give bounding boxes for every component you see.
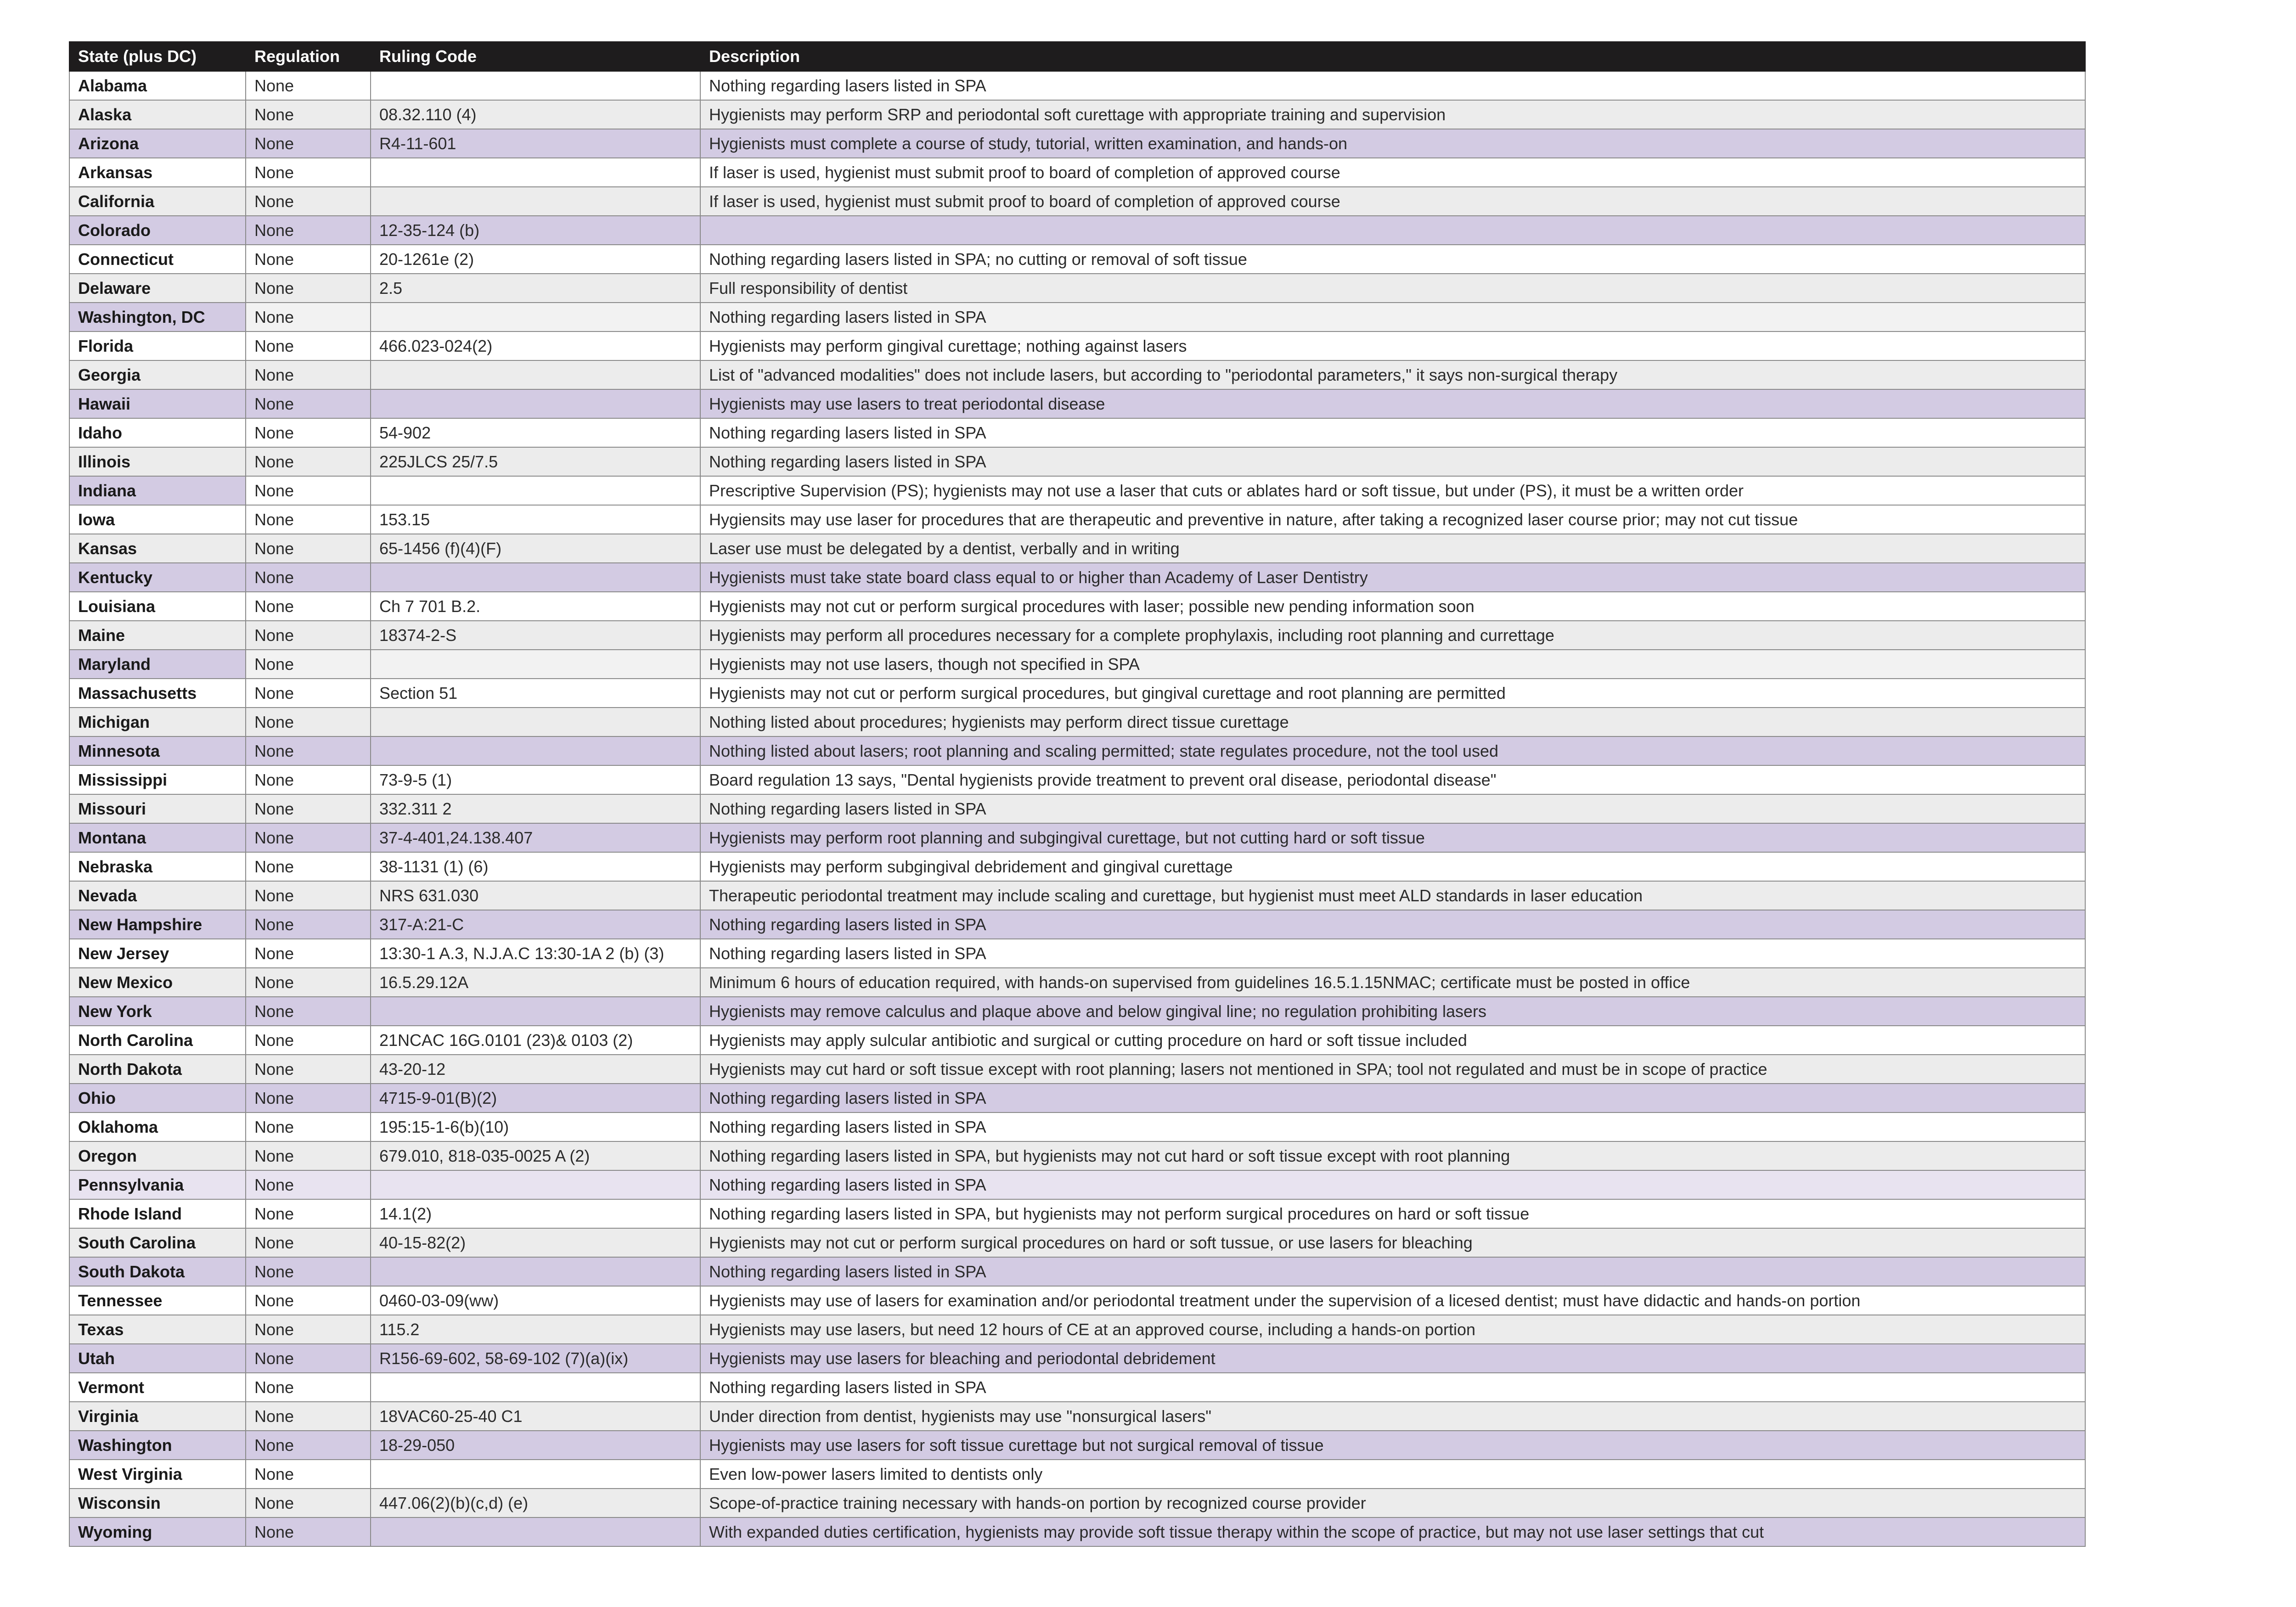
- table-row: [69, 360, 2085, 389]
- cell-regulation: None: [246, 1257, 371, 1286]
- cell-state: New Hampshire: [69, 910, 246, 939]
- cell-ruling-code: Ch 7 701 B.2.: [371, 592, 700, 621]
- table-row: [69, 1199, 2085, 1228]
- cell-ruling-code: 18374-2-S: [371, 621, 700, 650]
- cell-state: Wyoming: [69, 1517, 246, 1546]
- cell-ruling-code: 679.010, 818-035-0025 A (2): [371, 1141, 700, 1170]
- cell-regulation: None: [246, 389, 371, 418]
- table-row: [69, 1026, 2085, 1055]
- table-row: [69, 447, 2085, 476]
- cell-state: Maine: [69, 621, 246, 650]
- cell-regulation: None: [246, 1055, 371, 1084]
- cell-regulation: None: [246, 1026, 371, 1055]
- cell-regulation: None: [246, 274, 371, 303]
- cell-state: Florida: [69, 332, 246, 360]
- cell-regulation: None: [246, 997, 371, 1026]
- cell-ruling-code: 16.5.29.12A: [371, 968, 700, 997]
- table-row: [69, 852, 2085, 881]
- cell-state: Idaho: [69, 418, 246, 447]
- cell-regulation: None: [246, 505, 371, 534]
- cell-state: Arkansas: [69, 158, 246, 187]
- cell-description: If laser is used, hygienist must submit proof to board of completion of approved course: [700, 158, 2085, 187]
- cell-regulation: None: [246, 187, 371, 216]
- cell-regulation: None: [246, 736, 371, 765]
- cell-description: Nothing regarding lasers listed in SPA: [700, 1084, 2085, 1113]
- cell-state: Washington: [69, 1431, 246, 1460]
- table-row: [69, 71, 2085, 100]
- cell-state: Mississippi: [69, 765, 246, 794]
- cell-ruling-code: 43-20-12: [371, 1055, 700, 1084]
- table-row: [69, 1084, 2085, 1113]
- cell-regulation: None: [246, 1402, 371, 1431]
- cell-state: Ohio: [69, 1084, 246, 1113]
- cell-description: Under direction from dentist, hygienists may use "nonsurgical lasers": [700, 1402, 2085, 1431]
- cell-description: Hygienists may perform gingival curettage; nothing against lasers: [700, 332, 2085, 360]
- cell-ruling-code: [371, 1517, 700, 1546]
- cell-description: Nothing regarding lasers listed in SPA, but hygienists may not cut hard or soft tissue except with root planning: [700, 1141, 2085, 1170]
- cell-description: Full responsibility of dentist: [700, 274, 2085, 303]
- cell-description: Nothing regarding lasers listed in SPA; no cutting or removal of soft tissue: [700, 245, 2085, 274]
- cell-regulation: None: [246, 794, 371, 823]
- cell-regulation: None: [246, 1113, 371, 1141]
- cell-state: Kansas: [69, 534, 246, 563]
- table-row: [69, 823, 2085, 852]
- cell-regulation: None: [246, 1315, 371, 1344]
- cell-ruling-code: 12-35-124 (b): [371, 216, 700, 245]
- cell-regulation: None: [246, 245, 371, 274]
- cell-description: Hygienists may cut hard or soft tissue except with root planning; lasers not mentioned in SPA; tool not regulated and must be in scope of practice: [700, 1055, 2085, 1084]
- cell-regulation: None: [246, 216, 371, 245]
- cell-regulation: None: [246, 650, 371, 679]
- cell-regulation: None: [246, 1373, 371, 1402]
- cell-description: Hygienists may not cut or perform surgical procedures with laser; possible new pending information soon: [700, 592, 2085, 621]
- cell-regulation: None: [246, 1286, 371, 1315]
- cell-description: Nothing regarding lasers listed in SPA: [700, 1170, 2085, 1199]
- table-row: [69, 939, 2085, 968]
- cell-regulation: None: [246, 158, 371, 187]
- table-row: [69, 1402, 2085, 1431]
- table-row: [69, 1489, 2085, 1517]
- cell-ruling-code: 195:15-1-6(b)(10): [371, 1113, 700, 1141]
- cell-ruling-code: [371, 187, 700, 216]
- cell-ruling-code: R156-69-602, 58-69-102 (7)(a)(ix): [371, 1344, 700, 1373]
- cell-state: Missouri: [69, 794, 246, 823]
- cell-ruling-code: [371, 389, 700, 418]
- cell-state: New York: [69, 997, 246, 1026]
- cell-state: Montana: [69, 823, 246, 852]
- table-row: [69, 274, 2085, 303]
- cell-ruling-code: 37-4-401,24.138.407: [371, 823, 700, 852]
- cell-regulation: None: [246, 100, 371, 129]
- cell-ruling-code: NRS 631.030: [371, 881, 700, 910]
- cell-state: West Virginia: [69, 1460, 246, 1489]
- cell-ruling-code: 14.1(2): [371, 1199, 700, 1228]
- cell-regulation: None: [246, 1084, 371, 1113]
- cell-ruling-code: R4-11-601: [371, 129, 700, 158]
- table-row: [69, 476, 2085, 505]
- cell-ruling-code: 08.32.110 (4): [371, 100, 700, 129]
- cell-regulation: None: [246, 910, 371, 939]
- table-row: [69, 881, 2085, 910]
- cell-regulation: None: [246, 823, 371, 852]
- cell-regulation: None: [246, 332, 371, 360]
- cell-regulation: None: [246, 71, 371, 100]
- cell-ruling-code: 4715-9-01(B)(2): [371, 1084, 700, 1113]
- cell-description: Hygienists may perform all procedures necessary for a complete prophylaxis, including root planning and currettage: [700, 621, 2085, 650]
- cell-state: Massachusetts: [69, 679, 246, 708]
- cell-state: Oklahoma: [69, 1113, 246, 1141]
- cell-description: [700, 216, 2085, 245]
- cell-ruling-code: 21NCAC 16G.0101 (23)& 0103 (2): [371, 1026, 700, 1055]
- cell-description: Hygienists may apply sulcular antibiotic and surgical or cutting procedure on hard or soft tissue included: [700, 1026, 2085, 1055]
- cell-state: South Carolina: [69, 1228, 246, 1257]
- cell-regulation: None: [246, 1431, 371, 1460]
- cell-description: Nothing regarding lasers listed in SPA: [700, 1257, 2085, 1286]
- table-row: [69, 679, 2085, 708]
- cell-description: Prescriptive Supervision (PS); hygienists may not use a laser that cuts or ablates hard or soft tissue, but under (PS), it must be a written order: [700, 476, 2085, 505]
- cell-regulation: None: [246, 765, 371, 794]
- cell-regulation: None: [246, 1344, 371, 1373]
- cell-ruling-code: 317-A:21-C: [371, 910, 700, 939]
- cell-state: Georgia: [69, 360, 246, 389]
- cell-state: North Dakota: [69, 1055, 246, 1084]
- table-row: [69, 129, 2085, 158]
- cell-ruling-code: [371, 71, 700, 100]
- cell-state: Wisconsin: [69, 1489, 246, 1517]
- cell-state: Oregon: [69, 1141, 246, 1170]
- cell-description: Nothing listed about lasers; root planning and scaling permitted; state regulates procedure, not the tool used: [700, 736, 2085, 765]
- cell-state: Virginia: [69, 1402, 246, 1431]
- cell-ruling-code: [371, 1257, 700, 1286]
- table-row: [69, 650, 2085, 679]
- cell-description: Laser use must be delegated by a dentist, verbally and in writing: [700, 534, 2085, 563]
- cell-ruling-code: [371, 1460, 700, 1489]
- cell-description: Hygienists may use lasers for bleaching and periodontal debridement: [700, 1344, 2085, 1373]
- table-row: [69, 1460, 2085, 1489]
- cell-ruling-code: 20-1261e (2): [371, 245, 700, 274]
- cell-state: Connecticut: [69, 245, 246, 274]
- cell-description: Hygienists may use lasers, but need 12 hours of CE at an approved course, including a hands-on portion: [700, 1315, 2085, 1344]
- cell-regulation: None: [246, 1199, 371, 1228]
- cell-regulation: None: [246, 418, 371, 447]
- cell-state: Hawaii: [69, 389, 246, 418]
- table-row: [69, 418, 2085, 447]
- table-row: [69, 216, 2085, 245]
- cell-ruling-code: 40-15-82(2): [371, 1228, 700, 1257]
- cell-description: If laser is used, hygienist must submit proof to board of completion of approved course: [700, 187, 2085, 216]
- table-row: [69, 100, 2085, 129]
- table-row: [69, 1228, 2085, 1257]
- cell-ruling-code: 65-1456 (f)(4)(F): [371, 534, 700, 563]
- table-body: [69, 71, 2085, 1546]
- cell-description: Hygienists may use of lasers for examination and/or periodontal treatment under the supervision of a licesed dentist; must have didactic and hands-on portion: [700, 1286, 2085, 1315]
- cell-regulation: None: [246, 881, 371, 910]
- cell-state: Nevada: [69, 881, 246, 910]
- table-row: [69, 245, 2085, 274]
- table-row: [69, 592, 2085, 621]
- cell-description: Nothing regarding lasers listed in SPA, but hygienists may not perform surgical procedures on hard or soft tissue: [700, 1199, 2085, 1228]
- cell-description: Hygienists may perform root planning and subgingival curettage, but not cutting hard or soft tissue: [700, 823, 2085, 852]
- cell-description: Nothing regarding lasers listed in SPA: [700, 910, 2085, 939]
- cell-state: New Mexico: [69, 968, 246, 997]
- cell-state: Kentucky: [69, 563, 246, 592]
- table-row: [69, 736, 2085, 765]
- cell-ruling-code: [371, 650, 700, 679]
- cell-regulation: None: [246, 621, 371, 650]
- cell-state: Texas: [69, 1315, 246, 1344]
- cell-ruling-code: [371, 563, 700, 592]
- cell-regulation: None: [246, 1228, 371, 1257]
- table-row: [69, 968, 2085, 997]
- table-row: [69, 794, 2085, 823]
- cell-description: Nothing regarding lasers listed in SPA: [700, 939, 2085, 968]
- cell-ruling-code: Section 51: [371, 679, 700, 708]
- table-row: [69, 910, 2085, 939]
- cell-regulation: None: [246, 852, 371, 881]
- cell-state: Colorado: [69, 216, 246, 245]
- cell-ruling-code: 54-902: [371, 418, 700, 447]
- table-row: [69, 187, 2085, 216]
- cell-ruling-code: 447.06(2)(b)(c,d) (e): [371, 1489, 700, 1517]
- header-regulation: Regulation: [246, 42, 371, 71]
- cell-ruling-code: 38-1131 (1) (6): [371, 852, 700, 881]
- cell-state: Illinois: [69, 447, 246, 476]
- cell-regulation: None: [246, 939, 371, 968]
- cell-state: Pennsylvania: [69, 1170, 246, 1199]
- cell-state: Alabama: [69, 71, 246, 100]
- cell-description: Nothing regarding lasers listed in SPA: [700, 1373, 2085, 1402]
- cell-state: Washington, DC: [69, 303, 246, 332]
- cell-regulation: None: [246, 534, 371, 563]
- cell-regulation: None: [246, 1517, 371, 1546]
- table-row: [69, 1141, 2085, 1170]
- cell-regulation: None: [246, 360, 371, 389]
- cell-state: Minnesota: [69, 736, 246, 765]
- cell-description: Hygienists must take state board class equal to or higher than Academy of Laser Dentistry: [700, 563, 2085, 592]
- table-row: [69, 765, 2085, 794]
- cell-regulation: None: [246, 708, 371, 736]
- table-header-row: [69, 42, 2085, 71]
- cell-state: Tennessee: [69, 1286, 246, 1315]
- cell-description: Hygienists may not cut or perform surgical procedures on hard or soft tussue, or use lasers for bleaching: [700, 1228, 2085, 1257]
- cell-state: Nebraska: [69, 852, 246, 881]
- cell-state: Alaska: [69, 100, 246, 129]
- cell-state: Vermont: [69, 1373, 246, 1402]
- cell-regulation: None: [246, 1489, 371, 1517]
- cell-regulation: None: [246, 1460, 371, 1489]
- table-row: [69, 158, 2085, 187]
- cell-regulation: None: [246, 563, 371, 592]
- cell-ruling-code: 2.5: [371, 274, 700, 303]
- table-row: [69, 708, 2085, 736]
- header-state: State (plus DC): [69, 42, 246, 71]
- cell-description: Minimum 6 hours of education required, with hands-on supervised from guidelines 16.5.1.15NMAC; certificate must be posted in office: [700, 968, 2085, 997]
- table-row: [69, 1373, 2085, 1402]
- table-row: [69, 1431, 2085, 1460]
- cell-ruling-code: 332.311 2: [371, 794, 700, 823]
- table-row: [69, 1517, 2085, 1546]
- cell-regulation: None: [246, 303, 371, 332]
- cell-description: Hygienists must complete a course of study, tutorial, written examination, and hands-on: [700, 129, 2085, 158]
- cell-ruling-code: [371, 303, 700, 332]
- cell-state: Maryland: [69, 650, 246, 679]
- cell-description: Nothing regarding lasers listed in SPA: [700, 418, 2085, 447]
- header-description: Description: [700, 42, 2085, 71]
- cell-state: New Jersey: [69, 939, 246, 968]
- table-row: [69, 534, 2085, 563]
- table-row: [69, 303, 2085, 332]
- cell-state: Louisiana: [69, 592, 246, 621]
- cell-ruling-code: [371, 1170, 700, 1199]
- cell-ruling-code: 225JLCS 25/7.5: [371, 447, 700, 476]
- table-row: [69, 563, 2085, 592]
- cell-ruling-code: [371, 360, 700, 389]
- table-row: [69, 1170, 2085, 1199]
- cell-description: Hygienists may remove calculus and plaque above and below gingival line; no regulation prohibiting lasers: [700, 997, 2085, 1026]
- cell-state: Delaware: [69, 274, 246, 303]
- table-row: [69, 1113, 2085, 1141]
- cell-regulation: None: [246, 1141, 371, 1170]
- cell-state: Indiana: [69, 476, 246, 505]
- cell-regulation: None: [246, 968, 371, 997]
- cell-ruling-code: [371, 158, 700, 187]
- table-row: [69, 389, 2085, 418]
- cell-description: Hygienists may perform SRP and periodontal soft curettage with appropriate training and supervision: [700, 100, 2085, 129]
- cell-regulation: None: [246, 447, 371, 476]
- cell-regulation: None: [246, 679, 371, 708]
- cell-state: Utah: [69, 1344, 246, 1373]
- cell-regulation: None: [246, 592, 371, 621]
- table-row: [69, 1257, 2085, 1286]
- cell-description: Hygiensits may use laser for procedures that are therapeutic and preventive in nature, after taking a recognized laser course prior; may not cut tissue: [700, 505, 2085, 534]
- cell-regulation: None: [246, 129, 371, 158]
- cell-description: Board regulation 13 says, "Dental hygienists provide treatment to prevent oral disease, periodontal disease": [700, 765, 2085, 794]
- cell-ruling-code: 115.2: [371, 1315, 700, 1344]
- cell-description: Nothing regarding lasers listed in SPA: [700, 71, 2085, 100]
- cell-state: South Dakota: [69, 1257, 246, 1286]
- cell-description: Hygienists may not cut or perform surgical procedures, but gingival curettage and root planning are permitted: [700, 679, 2085, 708]
- cell-description: Hygienists may not use lasers, though not specified in SPA: [700, 650, 2085, 679]
- cell-description: Hygienists may use lasers for soft tissue curettage but not surgical removal of tissue: [700, 1431, 2085, 1460]
- cell-description: Nothing regarding lasers listed in SPA: [700, 447, 2085, 476]
- table-row: [69, 505, 2085, 534]
- table-row: [69, 1055, 2085, 1084]
- cell-state: Michigan: [69, 708, 246, 736]
- cell-ruling-code: [371, 1373, 700, 1402]
- table-row: [69, 1286, 2085, 1315]
- cell-ruling-code: 18VAC60-25-40 C1: [371, 1402, 700, 1431]
- cell-ruling-code: 18-29-050: [371, 1431, 700, 1460]
- cell-description: List of "advanced modalities" does not include lasers, but according to "periodontal parameters," it says non-surgical therapy: [700, 360, 2085, 389]
- header-ruling-code: Ruling Code: [371, 42, 700, 71]
- cell-description: Nothing regarding lasers listed in SPA: [700, 1113, 2085, 1141]
- cell-state: North Carolina: [69, 1026, 246, 1055]
- cell-regulation: None: [246, 1170, 371, 1199]
- table-row: [69, 332, 2085, 360]
- cell-ruling-code: [371, 708, 700, 736]
- table-row: [69, 1344, 2085, 1373]
- cell-description: Even low-power lasers limited to dentists only: [700, 1460, 2085, 1489]
- cell-description: Nothing regarding lasers listed in SPA: [700, 303, 2085, 332]
- cell-description: Scope-of-practice training necessary with hands-on portion by recognized course provider: [700, 1489, 2085, 1517]
- table-row: [69, 997, 2085, 1026]
- table-row: [69, 621, 2085, 650]
- table-row: [69, 1315, 2085, 1344]
- cell-description: Nothing listed about procedures; hygienists may perform direct tissue curettage: [700, 708, 2085, 736]
- cell-regulation: None: [246, 476, 371, 505]
- cell-state: Iowa: [69, 505, 246, 534]
- cell-ruling-code: 466.023-024(2): [371, 332, 700, 360]
- cell-state: Rhode Island: [69, 1199, 246, 1228]
- state-laser-regulations-table: [69, 41, 2086, 1547]
- cell-ruling-code: [371, 476, 700, 505]
- cell-description: Nothing regarding lasers listed in SPA: [700, 794, 2085, 823]
- cell-ruling-code: 0460-03-09(ww): [371, 1286, 700, 1315]
- cell-state: Arizona: [69, 129, 246, 158]
- cell-ruling-code: 13:30-1 A.3, N.J.A.C 13:30-1A 2 (b) (3): [371, 939, 700, 968]
- cell-ruling-code: [371, 736, 700, 765]
- cell-description: Therapeutic periodontal treatment may include scaling and curettage, but hygienist must meet ALD standards in laser education: [700, 881, 2085, 910]
- cell-ruling-code: 73-9-5 (1): [371, 765, 700, 794]
- cell-description: Hygienists may use lasers to treat periodontal disease: [700, 389, 2085, 418]
- cell-description: With expanded duties certification, hygienists may provide soft tissue therapy within the scope of practice, but may not use laser settings that cut: [700, 1517, 2085, 1546]
- cell-description: Hygienists may perform subgingival debridement and gingival curettage: [700, 852, 2085, 881]
- cell-state: California: [69, 187, 246, 216]
- cell-ruling-code: [371, 997, 700, 1026]
- cell-ruling-code: 153.15: [371, 505, 700, 534]
